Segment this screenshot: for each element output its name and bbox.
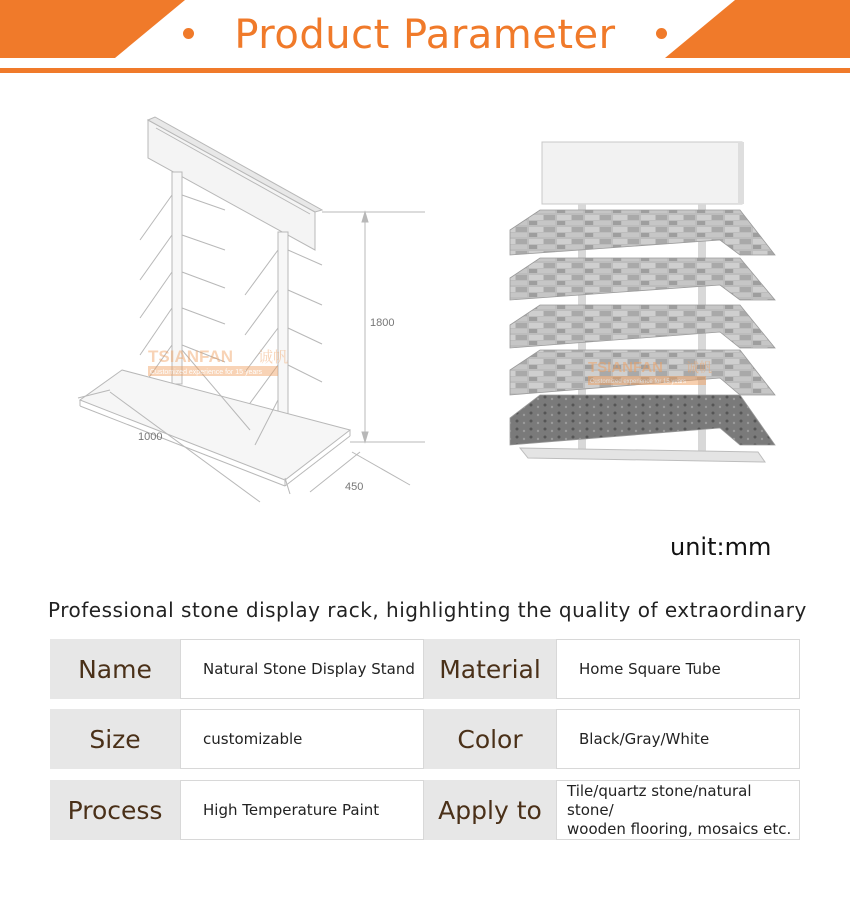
spec-value: customizable <box>180 709 424 769</box>
spec-row <box>50 709 800 769</box>
spec-value-line: wooden flooring, mosaics etc. <box>567 819 792 838</box>
rack-line-drawing <box>60 100 440 530</box>
spec-label: Name <box>50 639 180 699</box>
spec-label: Size <box>50 709 180 769</box>
svg-text:诚帆: 诚帆 <box>686 361 713 376</box>
watermark-logo <box>148 347 288 376</box>
dimension-height-label: 1800 <box>370 317 395 329</box>
spec-label: Process <box>50 780 180 840</box>
spec-row <box>50 639 800 699</box>
bullet-dot-icon <box>656 28 667 39</box>
dimension-width-label: 450 <box>345 481 364 493</box>
header-banner <box>0 0 850 80</box>
svg-text:TSIANFAN: TSIANFAN <box>588 359 663 376</box>
spec-row <box>50 780 800 840</box>
spec-label: Color <box>424 709 556 769</box>
svg-text:诚帆: 诚帆 <box>258 348 289 366</box>
dimension-length-label: 1000 <box>138 431 163 443</box>
svg-text:Customized experience for 15 y: Customized experience for 15 years <box>590 379 687 385</box>
product-photo <box>500 130 790 480</box>
page-title-text: Product Parameter <box>234 12 616 58</box>
spec-value: Natural Stone Display Stand <box>180 639 424 699</box>
spec-value: Home Square Tube <box>556 639 800 699</box>
spec-value: Black/Gray/White <box>556 709 800 769</box>
spec-value <box>556 780 800 840</box>
spec-value-line: Tile/quartz stone/natural stone/ <box>567 781 752 819</box>
bullet-dot-icon <box>183 28 194 39</box>
watermark-logo <box>588 359 712 385</box>
product-subtitle: Professional stone display rack, highlighting the quality of extraordinary <box>48 598 807 622</box>
stone-rack-illustration <box>500 130 790 480</box>
spec-label: Material <box>424 639 556 699</box>
spec-value: High Temperature Paint <box>180 780 424 840</box>
svg-text:Customized experience for 15 y: Customized experience for 15 years <box>150 369 263 376</box>
page-title <box>0 12 850 58</box>
svg-text:TSIANFAN: TSIANFAN <box>148 347 233 366</box>
unit-label: unit:mm <box>670 533 772 561</box>
technical-drawing <box>60 100 440 530</box>
spec-label: Apply to <box>424 780 556 840</box>
